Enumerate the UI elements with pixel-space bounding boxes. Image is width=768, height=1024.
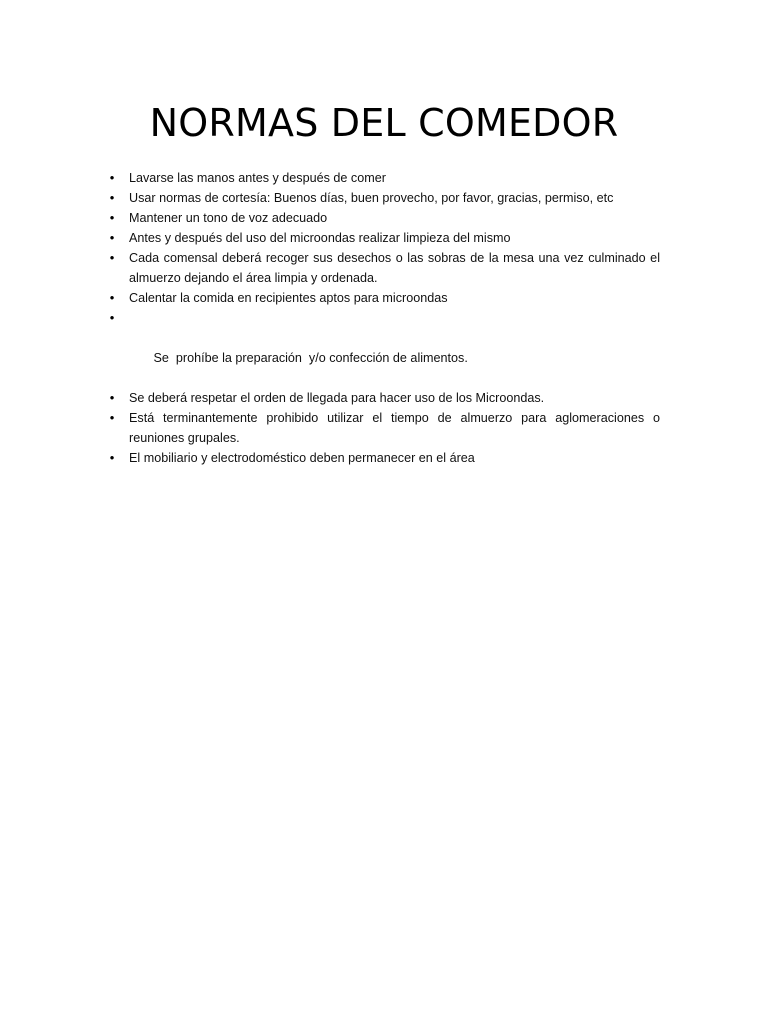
list-item: [109, 408, 660, 448]
rules-list: [109, 168, 660, 468]
bullet-icon: •: [109, 250, 115, 265]
rule-text: Antes y después del uso del microondas realizar limpieza del mismo: [129, 231, 511, 245]
document-title: NORMAS DEL COMEDOR: [149, 101, 619, 145]
rule-text: Lavarse las manos antes y después de comer: [129, 171, 386, 185]
list-item: [109, 448, 660, 468]
rule-text: Se prohíbe la preparación y/o confección de alimentos.: [150, 351, 468, 365]
rule-text: El mobiliario y electrodoméstico deben permanecer en el área: [129, 451, 475, 465]
bullet-icon: •: [109, 290, 115, 305]
bullet-icon: •: [109, 310, 115, 325]
bullet-icon: •: [109, 450, 115, 465]
bullet-icon: •: [109, 190, 115, 205]
list-item: [109, 188, 660, 208]
rule-text: Usar normas de cortesía: Buenos días, buen provecho, por favor, gracias, permiso, etc: [129, 191, 614, 205]
list-item: [109, 208, 660, 228]
rule-text: Calentar la comida en recipientes aptos para microondas: [129, 291, 448, 305]
bullet-icon: •: [109, 390, 115, 405]
list-item: [109, 248, 660, 288]
list-item: [109, 308, 660, 388]
rule-text: Se deberá respetar el orden de llegada para hacer uso de los Microondas.: [129, 391, 545, 405]
bullet-icon: •: [109, 410, 115, 425]
bullet-icon: •: [109, 170, 115, 185]
rule-text: Cada comensal deberá recoger sus desechos o las sobras de la mesa una vez culminado el almuerzo dejando el área limpia y ordenada.: [129, 251, 660, 285]
rule-text: Está terminantemente prohibido utilizar el tiempo de almuerzo para aglomeraciones o reuniones grupales.: [129, 411, 660, 445]
list-item: [109, 388, 660, 408]
bullet-icon: •: [109, 230, 115, 245]
bullet-icon: •: [109, 210, 115, 225]
list-item: [109, 228, 660, 248]
rule-text: Mantener un tono de voz adecuado: [129, 211, 328, 225]
list-item: [109, 168, 660, 188]
list-item: [109, 288, 660, 308]
